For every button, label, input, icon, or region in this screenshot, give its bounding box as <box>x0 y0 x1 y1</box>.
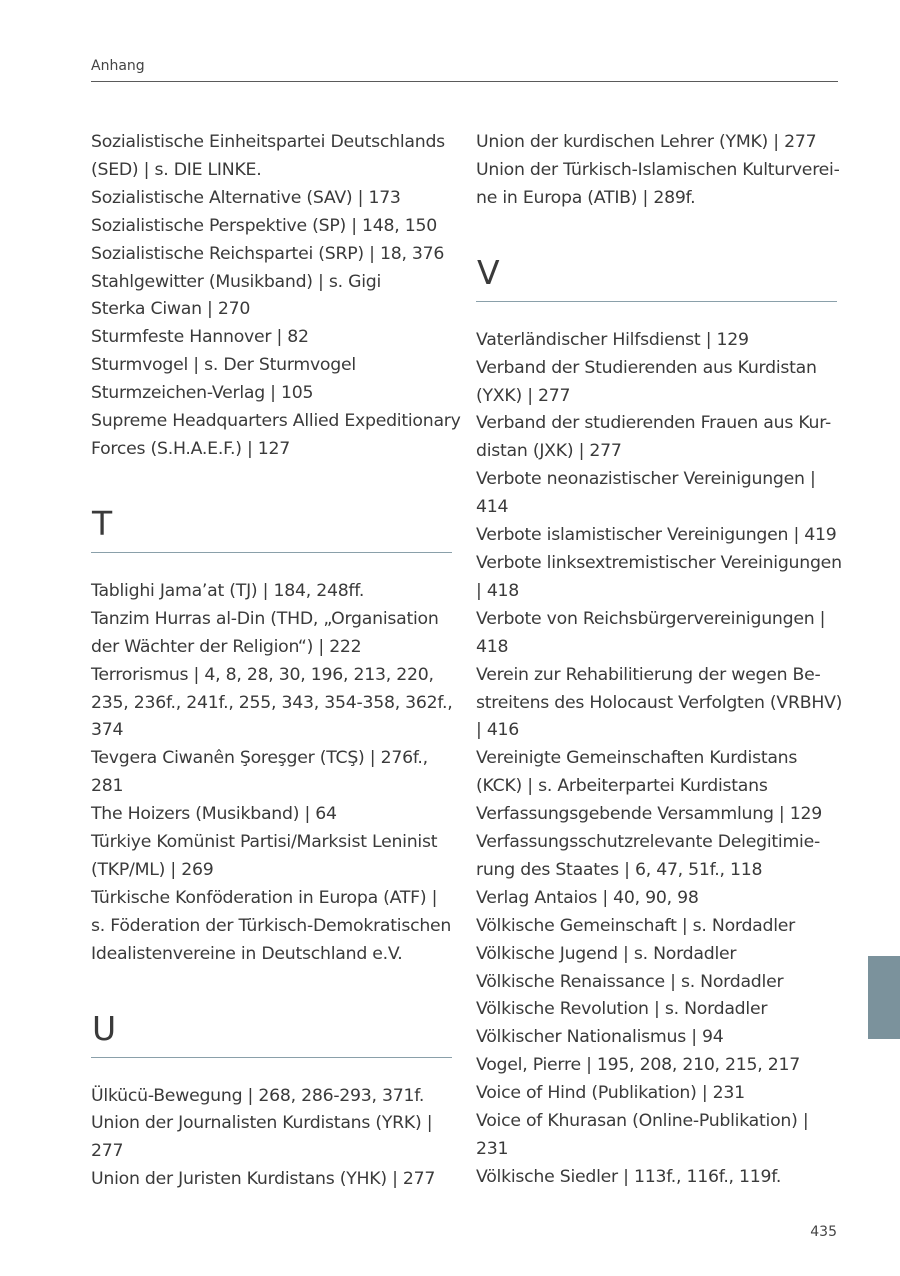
section-letter: T <box>92 503 112 543</box>
index-entries-u <box>91 1083 455 1195</box>
section-heading-u <box>91 1008 455 1058</box>
index-column-right <box>476 129 843 1192</box>
section-rule <box>91 1057 452 1058</box>
index-entry-line: Sozialistische Alternative (SAV) | 173 <box>91 187 401 208</box>
section-letter: U <box>92 1008 116 1048</box>
index-entry-line: Vogel, Pierre | 195, 208, 210, 215, 217 <box>476 1055 801 1076</box>
index-entry-line: Voice of Hind (Publikation) | 231 <box>476 1083 745 1104</box>
index-entry-line: der Wächter der Religion“) | 222 <box>91 636 362 657</box>
index-entry-line: The Hoizers (Musikband) | 64 <box>91 804 337 825</box>
index-entry-line: Tablighi Jama’at (TJ) | 184, 248ff. <box>91 580 365 601</box>
index-entry-line: 374 <box>91 720 124 741</box>
index-entry-line: Vaterländischer Hilfsdienst | 129 <box>476 329 749 350</box>
index-entry-line: distan (JXK) | 277 <box>476 441 622 462</box>
index-entry-line: Völkische Renaissance | s. Nordadler <box>476 971 784 992</box>
index-entry-line: 281 <box>91 776 124 797</box>
index-entry-line: | 418 <box>476 580 520 601</box>
index-entry-line: 418 <box>476 636 509 657</box>
index-entry-line: Verfassungsgebende Versammlung | 129 <box>476 804 822 825</box>
index-entry-line: Sozialistische Reichspartei (SRP) | 18, 376 <box>91 243 445 264</box>
index-entry-line: Verein zur Rehabilitierung der wegen Be- <box>476 664 821 685</box>
index-column-left <box>91 129 461 1194</box>
index-entry-line: 414 <box>476 497 509 518</box>
index-entries-u-continued <box>476 129 840 213</box>
section-heading-t <box>91 503 455 553</box>
index-entry-line: Völkischer Nationalismus | 94 <box>476 1027 724 1048</box>
chapter-thumb-tab <box>868 956 900 1039</box>
index-entry-line: ne in Europa (ATIB) | 289f. <box>476 187 696 208</box>
index-entry-line: (SED) | s. DIE LINKE. <box>91 159 262 180</box>
index-entry-line: 277 <box>91 1141 124 1162</box>
page-number: 435 <box>810 1224 837 1240</box>
index-entry-line: Tanzim Hurras al-Din (THD, „Organisation <box>91 608 439 629</box>
index-entry-line: Stahlgewitter (Musikband) | s. Gigi <box>91 271 382 292</box>
index-entry-line: Völkische Siedler | 113f., 116f., 119f. <box>476 1166 782 1187</box>
index-entry-line: Türkische Konföderation in Europa (ATF) | <box>91 887 438 908</box>
index-entry-line: Völkische Jugend | s. Nordadler <box>476 943 737 964</box>
index-entry-line: Idealistenvereine in Deutschland e.V. <box>91 943 403 964</box>
index-entry-line: | 416 <box>476 720 520 741</box>
index-entry-line: Verfassungsschutzrelevante Delegitimie- <box>476 832 820 853</box>
section-rule <box>476 301 837 302</box>
index-entry-line: Sterka Ciwan | 270 <box>91 299 251 320</box>
index-entry-line: Tevgera Ciwanên Şoreşger (TCŞ) | 276f., <box>91 748 428 769</box>
section-rule <box>91 552 452 553</box>
index-entry-line: Sozialistische Einheitspartei Deutschlands <box>91 132 445 152</box>
index-entry-line: Verlag Antaios | 40, 90, 98 <box>476 887 699 908</box>
index-entry-line: Türkiye Komünist Partisi/Marksist Leninist <box>91 832 438 853</box>
index-entry-line: (TKP/ML) | 269 <box>91 859 214 880</box>
index-entry-line: Vereinigte Gemeinschaften Kurdistans <box>476 748 798 769</box>
index-entry-line: Supreme Headquarters Allied Expeditionary <box>91 411 461 432</box>
index-entry-line: Union der Juristen Kurdistans (YHK) | 277 <box>91 1169 436 1190</box>
index-entry-line: Terrorismus | 4, 8, 28, 30, 196, 213, 220, <box>91 664 434 685</box>
index-entry-line: 235, 236f., 241f., 255, 343, 354-358, 362f., <box>91 692 453 713</box>
running-header: Anhang <box>91 58 145 74</box>
index-entry-line: Sturmfeste Hannover | 82 <box>91 327 309 348</box>
index-entry-line: Verbote linksextremistischer Vereinigungen <box>476 552 842 573</box>
index-entry-line: Völkische Revolution | s. Nordadler <box>476 999 768 1020</box>
index-entries-s <box>91 129 461 464</box>
index-entry-line: 231 <box>476 1139 509 1159</box>
section-heading-v <box>476 252 840 302</box>
header-rule <box>91 81 838 82</box>
index-entry-line: Sturmvogel | s. Der Sturmvogel <box>91 355 356 376</box>
index-entry-line: (YXK) | 277 <box>476 385 571 406</box>
index-entry-line: Verbote neonazistischer Vereinigungen | <box>476 469 816 490</box>
index-entry-line: Völkische Gemeinschaft | s. Nordadler <box>476 915 796 936</box>
index-entry-line: s. Föderation der Türkisch-Demokratischen <box>91 915 452 936</box>
section-letter: V <box>477 252 500 292</box>
index-entry-line: Forces (S.H.A.E.F.) | 127 <box>91 438 291 459</box>
index-entry-line: Ülkücü-Bewegung | 268, 286-293, 371f. <box>91 1085 425 1106</box>
index-entry-line: Verband der Studierenden aus Kurdistan <box>476 357 817 378</box>
index-entry-line: Union der kurdischen Lehrer (YMK) | 277 <box>476 132 817 152</box>
index-entries-v <box>476 327 843 1192</box>
index-entry-line: Sozialistische Perspektive (SP) | 148, 150 <box>91 215 437 236</box>
index-entry-line: Verbote von Reichsbürgervereinigungen | <box>476 608 826 629</box>
index-entry-line: Verband der studierenden Frauen aus Kur- <box>476 413 831 434</box>
index-entry-line: Voice of Khurasan (Online-Publikation) | <box>476 1111 809 1132</box>
index-entry-line: Union der Journalisten Kurdistans (YRK) | <box>91 1113 433 1134</box>
index-entry-line: Union der Türkisch-Islamischen Kulturverei- <box>476 159 840 180</box>
index-entry-line: Verbote islamistischer Vereinigungen | 419 <box>476 525 837 546</box>
index-entry-line: Sturmzeichen-Verlag | 105 <box>91 383 314 404</box>
index-entry-line: rung des Staates | 6, 47, 51f., 118 <box>476 859 763 880</box>
index-entry-line: streitens des Holocaust Verfolgten (VRBHV) <box>476 692 843 713</box>
index-entry-line: (KCK) | s. Arbeiterpartei Kurdistans <box>476 776 768 797</box>
index-entries-t <box>91 578 455 969</box>
